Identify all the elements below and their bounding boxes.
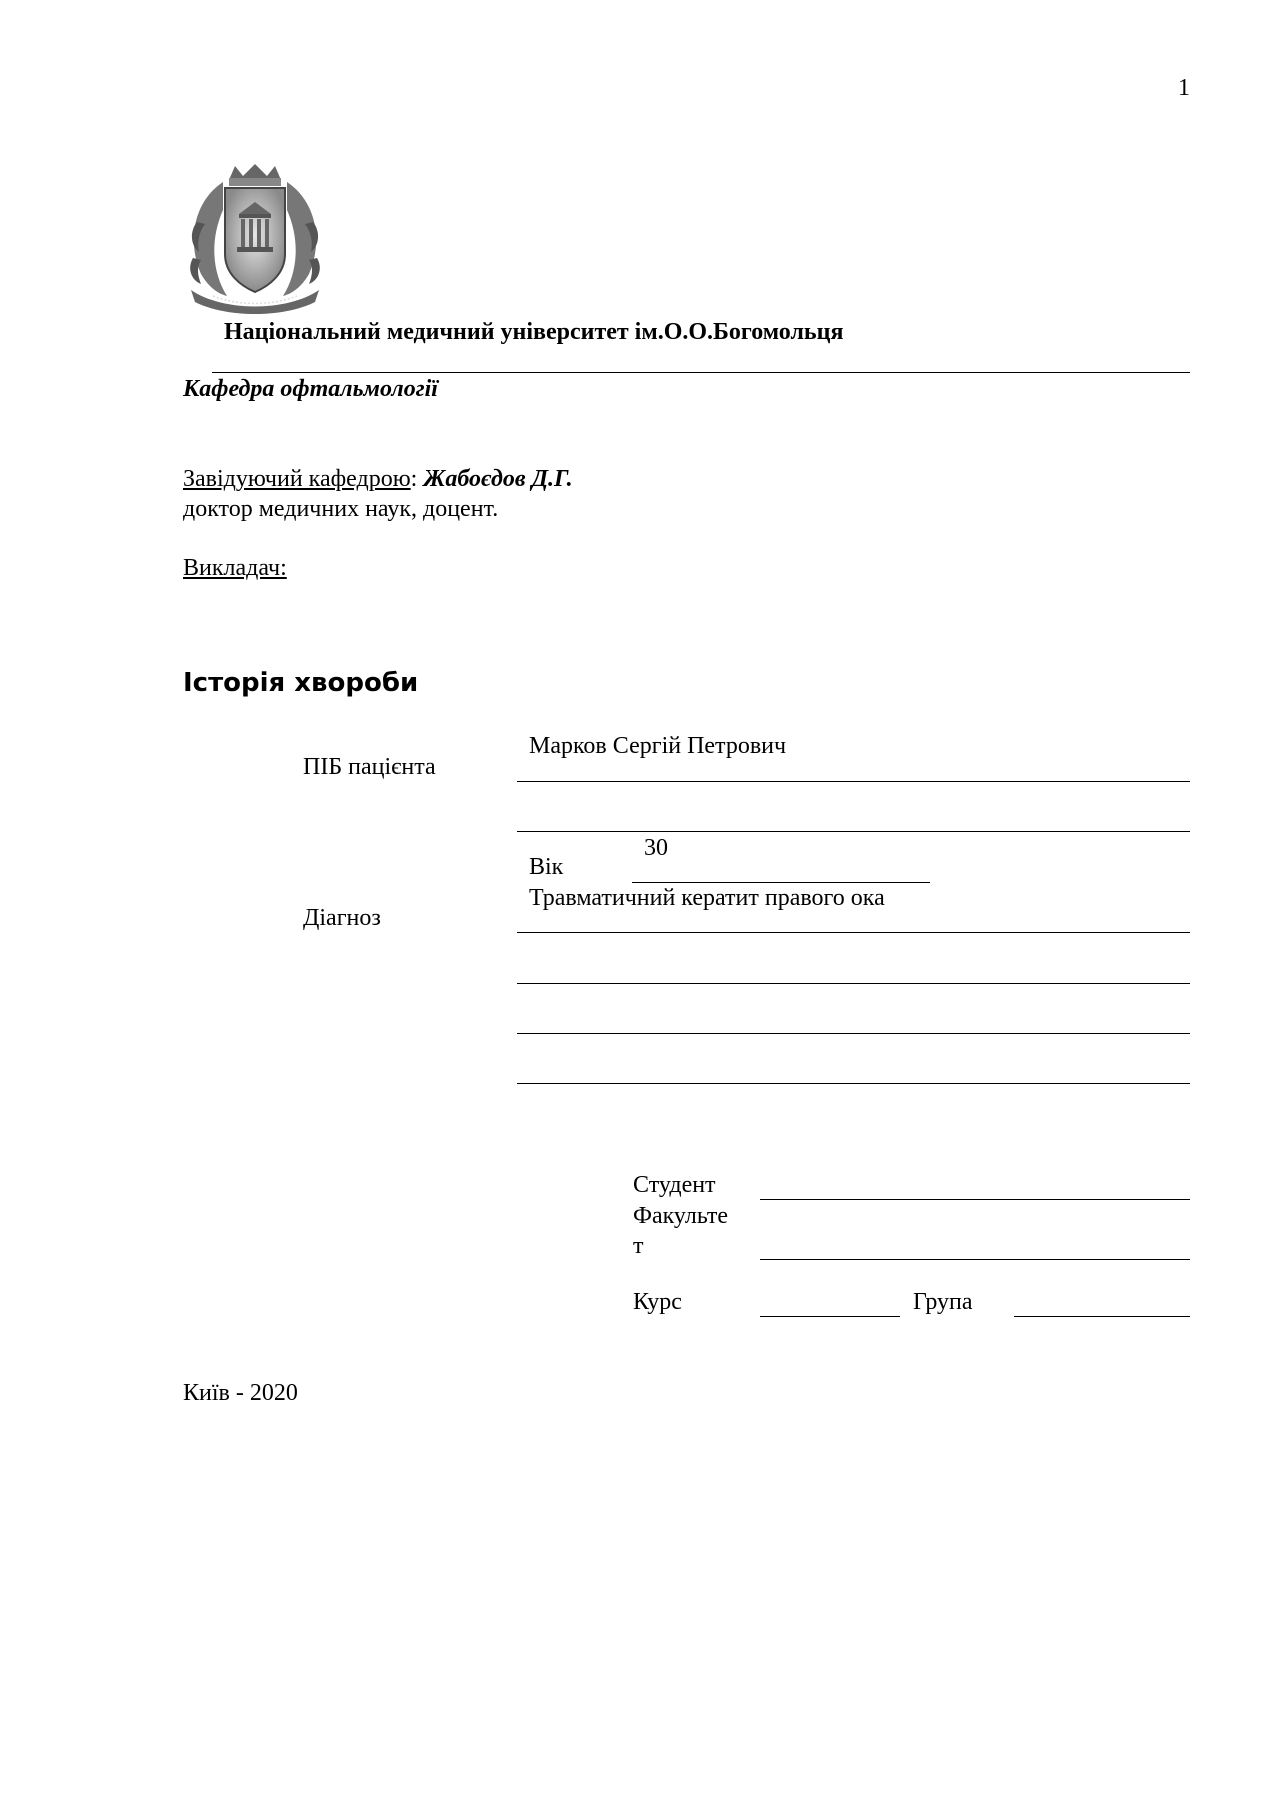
head-separator: : bbox=[410, 466, 418, 492]
age-value: 30 bbox=[644, 835, 668, 861]
page-number: 1 bbox=[1178, 75, 1190, 101]
faculty-line bbox=[760, 1259, 1190, 1260]
department-name: Кафедра офтальмології bbox=[183, 376, 438, 402]
patient-name-value: Марков Сергій Петрович bbox=[529, 733, 787, 759]
diagnosis-line-4 bbox=[517, 1083, 1190, 1084]
document-title: Історія хвороби bbox=[183, 668, 419, 698]
patient-name-line-1 bbox=[517, 781, 1190, 782]
head-name: Жабоєдов Д.Г. bbox=[423, 466, 573, 492]
head-degree: доктор медичних наук, доцент. bbox=[183, 496, 499, 522]
city-year: Київ - 2020 bbox=[183, 1380, 298, 1406]
course-line bbox=[760, 1316, 900, 1317]
diagnosis-line-3 bbox=[517, 1033, 1190, 1034]
patient-name-label: ПІБ пацієнта bbox=[303, 754, 436, 780]
diagnosis-label: Діагноз bbox=[303, 905, 381, 931]
university-emblem bbox=[183, 162, 327, 314]
student-label: Студент bbox=[633, 1172, 716, 1198]
faculty-label-line2: т bbox=[633, 1233, 644, 1259]
head-of-department bbox=[183, 465, 573, 493]
diagnosis-line-2 bbox=[517, 983, 1190, 984]
group-label: Група bbox=[913, 1289, 973, 1315]
course-label: Курс bbox=[633, 1289, 682, 1315]
header-rule bbox=[212, 372, 1190, 373]
faculty-label-line1: Факульте bbox=[633, 1203, 729, 1229]
university-name: Національний медичний університет ім.О.О.Богомольця bbox=[224, 319, 844, 345]
group-line bbox=[1014, 1316, 1190, 1317]
patient-name-line-2 bbox=[517, 831, 1190, 832]
age-line bbox=[632, 882, 930, 883]
age-label: Вік bbox=[529, 854, 564, 880]
diagnosis-value: Травматичний кератит правого ока bbox=[529, 885, 885, 911]
diagnosis-line-1 bbox=[517, 932, 1190, 933]
student-line bbox=[760, 1199, 1190, 1200]
teacher-label: Викладач: bbox=[183, 555, 287, 581]
head-label: Завідуючий кафедрою bbox=[183, 466, 411, 492]
